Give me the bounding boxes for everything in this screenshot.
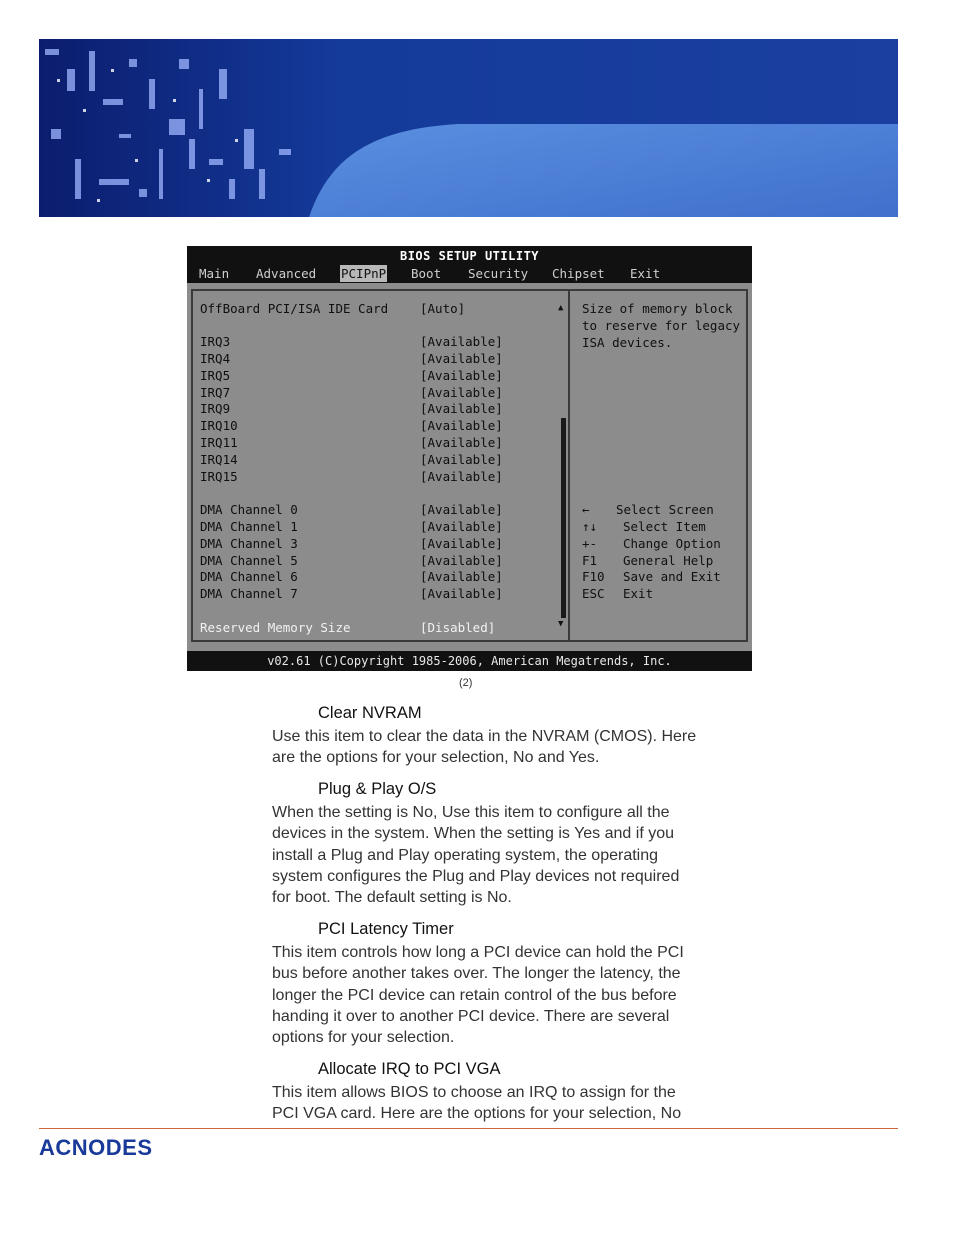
section-heading-pci-latency-timer: PCI Latency Timer	[318, 920, 454, 938]
key-desc: Change Option	[623, 536, 721, 551]
scroll-up-arrow-icon[interactable]: ▲	[558, 303, 564, 313]
key-desc: Exit	[623, 586, 654, 601]
bios-title: BIOS SETUP UTILITY	[399, 249, 540, 263]
bios-menu-advanced[interactable]: Advanced	[256, 266, 317, 281]
footer-divider	[39, 1128, 898, 1129]
bios-menu-boot[interactable]: Boot	[411, 266, 442, 281]
section-paragraph: Use this item to clear the data in the NVRAM (CMOS). Here are the options for your selection, No and Yes.	[272, 728, 697, 767]
section-paragraph: This item controls how long a PCI device can hold the PCI bus before another takes over. The longer the latency, the longer the PCI device can retain control of the bus before handing it over to another PCI device. There are several options for your selection.	[272, 944, 684, 1047]
section-heading-allocate-irq: Allocate IRQ to PCI VGA	[318, 1060, 501, 1078]
key-up-down-arrows: ↑↓	[582, 519, 598, 534]
bios-menu-main[interactable]: Main	[199, 266, 230, 281]
help-text-line: Size of memory block	[582, 301, 733, 316]
key-desc: Select Item	[623, 519, 706, 534]
key-desc: General Help	[623, 553, 714, 568]
scroll-down-arrow-icon[interactable]: ▼	[558, 619, 564, 629]
key-desc: Save and Exit	[623, 569, 721, 584]
bios-copyright-bar: v02.61 (C)Copyright 1985-2006, American Megatrends, Inc.	[187, 651, 752, 671]
key-left-arrow: ←	[582, 502, 590, 517]
key-f1: F1	[582, 553, 598, 568]
help-text-line: ISA devices.	[582, 335, 673, 350]
section-heading-plug-play-os: Plug & Play O/S	[318, 780, 437, 798]
acnodes-logo-icon	[39, 1134, 199, 1160]
scrollbar-thumb[interactable]	[561, 418, 566, 618]
bios-menu-bar	[187, 265, 752, 283]
header-banner	[39, 39, 898, 217]
acnodes-logo	[39, 1134, 199, 1165]
help-text-line: to reserve for legacy	[582, 318, 741, 333]
figure-caption: (2)	[459, 677, 473, 689]
bios-menu-pcipnp[interactable]: PCIPnP	[341, 266, 387, 281]
bios-title-bar	[187, 246, 752, 283]
svg-text:ACNODES: ACNODES	[39, 1135, 153, 1160]
key-plus-minus: +-	[582, 536, 598, 551]
key-f10: F10	[582, 569, 605, 584]
circuit-board-banner-graphic	[39, 39, 898, 217]
section-heading-clear-nvram: Clear NVRAM	[318, 704, 422, 722]
section-paragraph: This item allows BIOS to choose an IRQ to assign for the PCI VGA card. Here are the options for your selection, No	[272, 1084, 682, 1123]
key-esc: ESC	[582, 586, 605, 601]
section-paragraph: When the setting is No, Use this item to configure all the devices in the system. When the setting is Yes and if you install a Plug and Play operating system, the operating system configures the Plug and Play devices not required for boot. The default setting is No.	[272, 804, 680, 907]
key-desc: Select Screen	[616, 502, 714, 517]
bios-screenshot: BIOS SETUP UTILITY Main Advanced PCIPnP Boot Security Chipset Exit ▲ ▼ OffBoard PCI/ISA IDE Card [Auto] IRQ3 [Available] IRQ4 [Available] IRQ5 [Available] IRQ7 [Available] IRQ9 [Available] IRQ10 [Available] IRQ11 [Available] IRQ14 [Available] IRQ15 [Available] DMA Channel 0 [Available] DMA Channel 1 [Available] DMA Channel 3 [Available] DMA Channel 5 [Available] DMA Channel 6 [Available] DMA Channel 7 [Available] Reserved Memory Size [Disabled] Size of memory block to reserve for legacy ISA devices. ← Select Screen ↑↓ Select Item +- Change Option F1 General Help F10 Save and Exit ESC Exit v02.61 (C)Copyright 1985-2006, American Megatrends, Inc.	[187, 246, 752, 671]
bios-menu-chipset[interactable]: Chipset	[552, 266, 605, 281]
bios-menu-exit[interactable]: Exit	[630, 266, 661, 281]
bios-menu-security[interactable]: Security	[468, 266, 529, 281]
